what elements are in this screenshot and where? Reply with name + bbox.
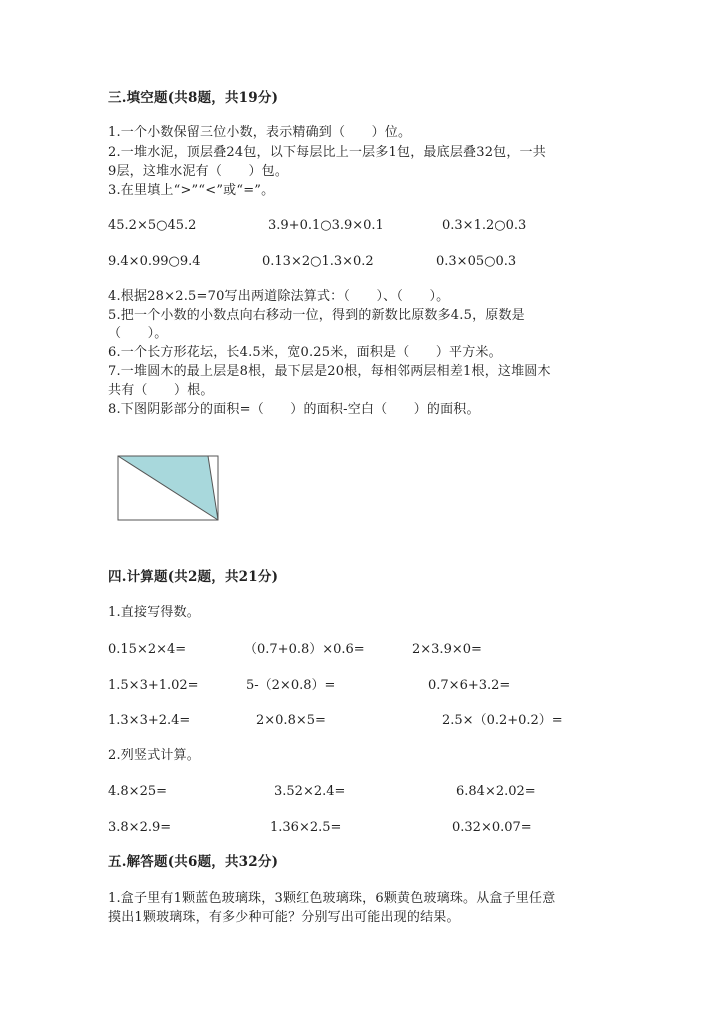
s3-q7-line1: 7.一堆圆木的最上层是8根，最下层是20根，每相邻两层相差1根，这堆圆木 [108, 364, 551, 379]
s3-q5-line2: （ ）。 [108, 326, 168, 341]
vertical-calc-item: 3.52×2.4= [274, 784, 346, 799]
compare-item: 0.3×05○0.3 [436, 254, 517, 269]
vertical-calc-item: 3.8×2.9= [108, 820, 172, 835]
calc-item: （0.7+0.8）×0.6= [244, 642, 365, 657]
vertical-calc-item: 4.8×25= [108, 784, 168, 799]
s4-sub2: 2.列竖式计算。 [108, 748, 201, 763]
s3-q4: 4.根据28×2.5=70写出两道除法算式：（ ）、（ ）。 [108, 289, 450, 304]
vertical-calc-item: 1.36×2.5= [270, 820, 342, 835]
calc-item: 0.7×6+3.2= [428, 678, 511, 693]
s3-q5-line1: 5.把一个小数的小数点向右移动一位，得到的新数比原数多4.5，原数是 [108, 308, 525, 323]
compare-item: 0.13×2○1.3×0.2 [262, 254, 374, 269]
section5-title: 五.解答题(共6题，共32分) [108, 854, 279, 870]
compare-item: 9.4×0.99○9.4 [108, 254, 201, 269]
calc-item: 1.5×3+1.02= [108, 678, 199, 693]
calc-item: 1.3×3+2.4= [108, 713, 191, 728]
compare-item: 45.2×5○45.2 [108, 218, 197, 233]
s3-q7-line2: 共有（ ）根。 [108, 383, 214, 398]
s5-q1-line2: 摸出1颗玻璃珠，有多少种可能？分别写出可能出现的结果。 [108, 910, 460, 925]
s3-q2-line1: 2.一堆水泥，顶层叠24包，以下每层比上一层多1包，最底层叠32包，一共 [108, 145, 546, 160]
calc-item: 0.15×2×4= [108, 642, 187, 657]
s3-q1: 1.一个小数保留三位小数，表示精确到（ ）位。 [108, 125, 412, 140]
vertical-calc-item: 0.32×0.07= [452, 820, 532, 835]
compare-item: 3.9+0.1○3.9×0.1 [268, 218, 384, 233]
s3-q3: 3.在里填上“>”“<”或“=”。 [108, 183, 275, 198]
s3-q8: 8.下图阴影部分的面积=（ ）的面积-空白（ ）的面积。 [108, 402, 480, 417]
calc-item: 2×3.9×0= [412, 642, 482, 657]
s3-q6: 6.一个长方形花坛，长4.5米，宽0.25米，面积是（ ）平方米。 [108, 345, 502, 360]
s3-q2-line2: 9层，这堆水泥有（ ）包。 [108, 164, 289, 179]
section3-title: 三.填空题(共8题，共19分) [108, 90, 279, 106]
trapezoid-figure [110, 452, 222, 524]
s4-sub1: 1.直接写得数。 [108, 605, 201, 620]
calc-item: 2.5×（0.2+0.2）= [442, 713, 563, 728]
compare-item: 0.3×1.2○0.3 [442, 218, 527, 233]
vertical-calc-item: 6.84×2.02= [456, 784, 536, 799]
s5-q1-line1: 1.盒子里有1颗蓝色玻璃珠，3颗红色玻璃珠，6颗黄色玻璃珠。从盒子里任意 [108, 891, 556, 906]
calc-item: 2×0.8×5= [256, 713, 326, 728]
section4-title: 四.计算题(共2题，共21分) [108, 569, 279, 585]
calc-item: 5-（2×0.8）= [246, 678, 336, 693]
